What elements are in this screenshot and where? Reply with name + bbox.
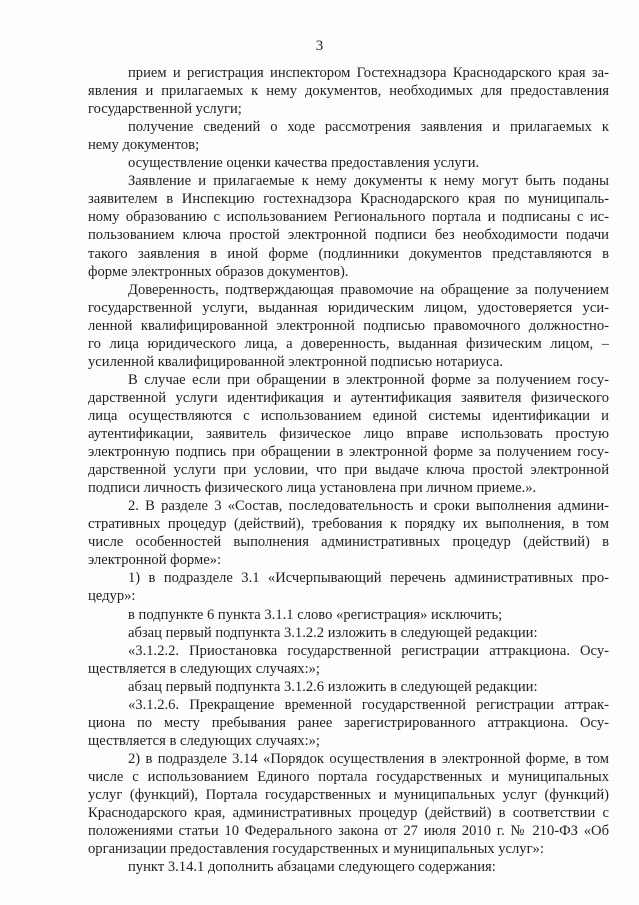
- page-number: 3: [315, 38, 324, 54]
- text-line: прием и регистрация инспектором Гостехнадзора Краснодарского края за-: [128, 65, 609, 81]
- text-line: получение сведений о ходе рассмотрения заявления и прилагаемых к: [128, 119, 609, 136]
- text-line: явления и прилагаемых к нему документов, необходимых для предоставления: [88, 83, 609, 100]
- text-line: Заявление и прилагаемые к нему документы к нему могут быть поданы: [128, 173, 609, 190]
- text-line: числе с использованием Единого портала государственных и муниципальных: [88, 768, 609, 785]
- text-line: в подпункте 6 пункта 3.1.1 слово «регистрация» исключить;: [128, 606, 503, 623]
- text-line: «3.1.2.2. Приостановка государственной регистрации аттракциона. Осу-: [128, 642, 609, 659]
- text-line: Краснодарского края, административных процедур (действий) в соответствии с: [88, 805, 609, 822]
- text-line: электронной форме»:: [88, 552, 222, 569]
- text-line: числе особенностей выполнения административных процедур (действий) в: [88, 534, 609, 551]
- text-line: 2) в подразделе 3.14 «Порядок осуществления в электронной форме, в том: [128, 750, 609, 767]
- text-line: 2. В разделе 3 «Состав, последовательность и сроки выполнения админи-: [128, 498, 609, 515]
- text-line: дарственной услуги при условии, что при выдаче ключа простой электронной: [88, 462, 609, 479]
- text-line: цедур»:: [88, 588, 136, 605]
- text-line: услуг (функций), Портала государственных и муниципальных услуг (функций): [88, 787, 609, 803]
- text-line: подписи личность физического лица установлена при личном приеме.».: [88, 480, 537, 497]
- text-line: нему документов;: [88, 137, 200, 154]
- text-line: положениями статьи 10 Федерального закона от 27 июля 2010 г. № 210-ФЗ «Об: [88, 823, 609, 840]
- text-line: дарственной услуги идентификация и аутентификация заявителя физического: [88, 389, 609, 406]
- text-line: усиленной квалифицированной электронной подписью нотариуса.: [88, 353, 503, 370]
- text-line: электронную подпись при обращении в электронной форме за получением госу-: [88, 444, 609, 461]
- text-line: аутентификации, заявитель физическое лицо вправе использовать простую: [88, 426, 609, 442]
- text-line: 1) в подразделе 3.1 «Исчерпывающий перечень административных про-: [128, 570, 609, 587]
- text-line: ленной квалифицированной электронной подписью правомочного должностно-: [88, 317, 609, 334]
- text-line: заявителем в Инспекцию гостехнадзора Краснодарского края по муниципаль-: [88, 191, 609, 208]
- text-line: государственной услуги, выданная юридическим лицом, удостоверяется уси-: [88, 299, 609, 316]
- text-line: пользованием ключа простой электронной подписи без необходимости подачи: [88, 227, 609, 244]
- text-line: лица осуществляются с использованием единой системы идентификации и: [88, 407, 609, 424]
- text-line: абзац первый подпункта 3.1.2.6 изложить в следующей редакции:: [128, 678, 538, 695]
- text-line: стративных процедур (действий), требования к порядку их выполнения, в том: [88, 516, 609, 533]
- text-line: В случае если при обращении в электронной форме за получением госу-: [128, 371, 609, 388]
- text-line: «3.1.2.6. Прекращение временной государственной регистрации аттрак-: [128, 696, 609, 713]
- text-line: такого заявления в иной форме (подлинники документов представляются в: [88, 245, 609, 262]
- text-line: го лица юридического лица, а доверенность, выданная физическим лицом, –: [88, 335, 609, 352]
- text-line: циона по месту пребывания ранее зарегистрированного аттракциона. Осу-: [88, 714, 609, 731]
- text-line: ному образованию с использованием Регионального портала и подписаны с ис-: [88, 209, 609, 226]
- text-line: пункт 3.14.1 дополнить абзацами следующего содержания:: [128, 859, 496, 876]
- text-line: ществляется в следующих случаях:»;: [88, 660, 320, 677]
- text-line: Доверенность, подтверждающая правомочие на обращение за получением: [128, 281, 609, 298]
- text-line: абзац первый подпункта 3.1.2.2 изложить в следующей редакции:: [128, 624, 538, 641]
- text-line: осуществление оценки качества предоставления услуги.: [128, 155, 480, 172]
- text-line: государственной услуги;: [88, 101, 242, 118]
- text-line: ществляется в следующих случаях:»;: [88, 732, 320, 749]
- text-line: форме электронных образов документов).: [88, 263, 349, 280]
- text-line: организации предоставления государственных и муниципальных услуг»:: [88, 841, 544, 858]
